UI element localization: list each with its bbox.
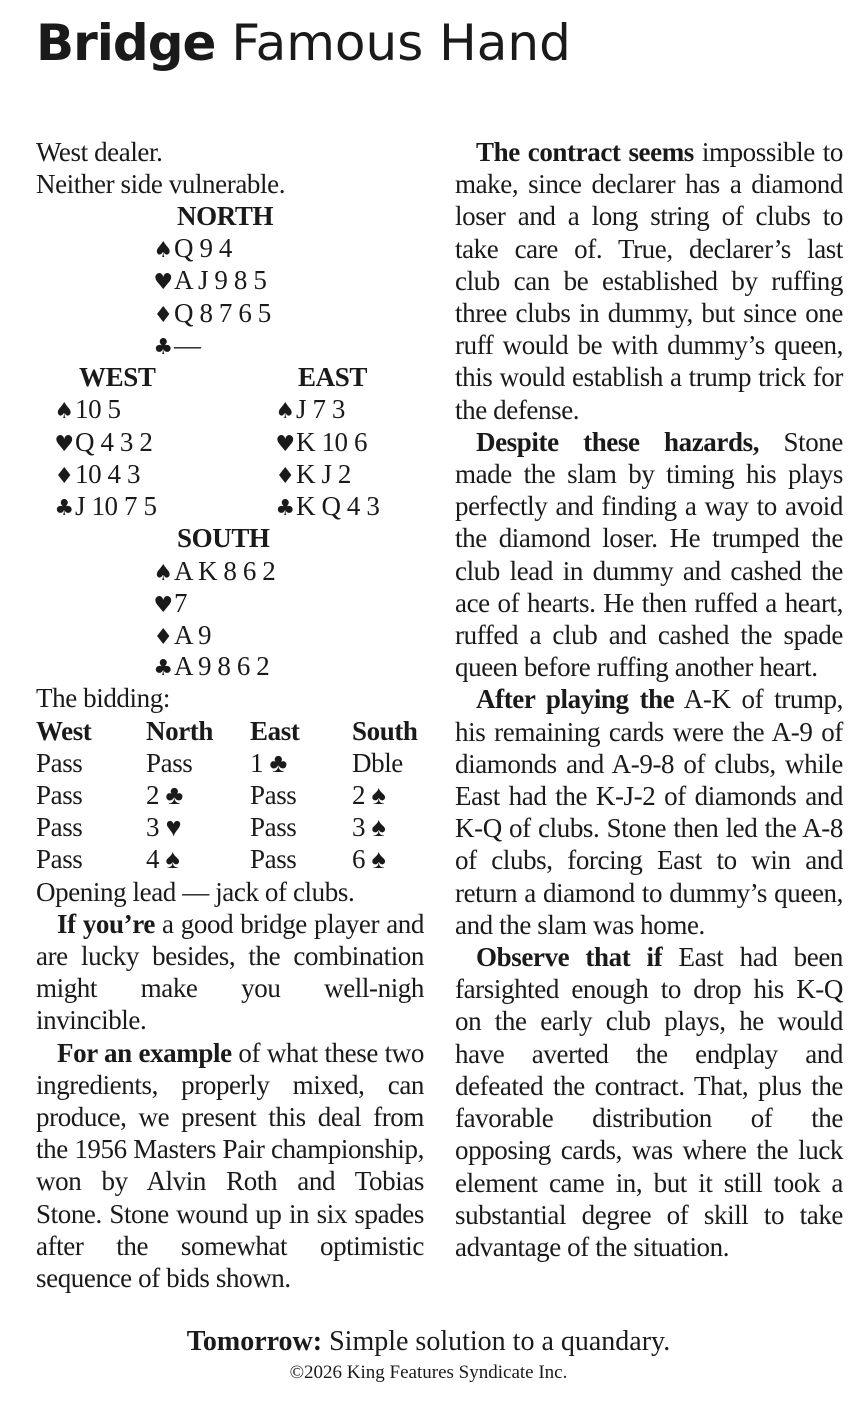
paragraph-lead: The contract seems	[476, 137, 694, 167]
copyright: ©2026 King Features Syndicate Inc.	[289, 1362, 568, 1383]
west-label: WEST	[79, 362, 156, 393]
east-spades: ♠J 7 3	[274, 393, 345, 428]
deal-diagram	[36, 200, 424, 650]
club-icon: ♣	[153, 656, 173, 682]
heart-icon: ♥	[153, 270, 173, 296]
paragraph-text: a good bridge player and are lucky besides, the combination might make you well-nigh invincible.	[36, 908, 424, 1036]
north-hearts: ♥A J 9 8 5	[152, 264, 266, 299]
bid-cell: Pass	[250, 844, 297, 875]
west-spades: ♠10 5	[53, 393, 121, 428]
article-paragraph	[455, 426, 843, 684]
paragraph-lead: If you’re	[57, 908, 155, 939]
vulnerability-line: Neither side vulnerable.	[36, 169, 286, 200]
bid-cell: Pass	[36, 812, 83, 843]
heart-icon: ♥	[275, 432, 295, 458]
opening-lead: Opening lead — jack of clubs.	[36, 876, 355, 907]
north-label: NORTH	[177, 201, 274, 232]
heart-icon: ♥	[54, 432, 74, 458]
column-header	[36, 14, 571, 84]
east-diamonds: ♦K J 2	[274, 458, 351, 493]
table-row	[36, 843, 424, 875]
bid-cell: 2 ♣	[146, 780, 183, 811]
diamond-icon: ♦	[153, 625, 173, 651]
paragraph-lead: After playing the	[476, 684, 675, 715]
spade-icon: ♠	[54, 399, 74, 425]
bidding-header: West	[36, 715, 92, 746]
article-paragraph	[455, 136, 843, 426]
diamond-icon: ♦	[275, 464, 295, 490]
right-column	[455, 136, 843, 1263]
title-famous-hand: Famous Hand	[231, 14, 571, 72]
east-clubs: ♣K Q 4 3	[274, 490, 379, 525]
bid-cell: 1 ♣	[250, 747, 287, 778]
article-paragraph	[36, 908, 424, 1037]
north-diamonds: ♦Q 8 7 6 5	[152, 297, 271, 332]
bidding-header: North	[146, 715, 213, 746]
east-label: EAST	[298, 362, 367, 393]
diamond-icon: ♦	[153, 303, 173, 329]
tomorrow-text: Simple solution to a quandary.	[322, 1326, 671, 1357]
spade-icon: ♠	[275, 399, 295, 425]
south-hearts: ♥7	[152, 587, 187, 622]
bid-cell: 6 ♠	[352, 844, 386, 875]
article-paragraph	[455, 941, 843, 1263]
table-row	[36, 811, 424, 843]
bid-cell: Pass	[146, 747, 193, 778]
paragraph-lead: Observe that if	[476, 942, 663, 973]
bidding-title: The bidding:	[36, 683, 170, 714]
north-spades: ♠Q 9 4	[152, 232, 232, 267]
table-row	[36, 779, 424, 811]
south-spades: ♠A K 8 6 2	[152, 555, 275, 590]
paragraph-text: East had been farsighted enough to drop his K-Q on the early club plays, he would have averted the endplay and defeated the contract. That, plus the favorable distribution of the opposing cards, was where the luck element came in, but it still took a substantial degree of skill to take advantage of the situation.	[455, 942, 843, 1262]
diamond-icon: ♦	[54, 464, 74, 490]
north-clubs: ♣—	[152, 329, 201, 364]
paragraph-text: of what these two ingredients, properly mixed, can produce, we present this deal from the 1956 Masters Pair championship, won by Alvin Roth and Tobias Stone. Stone wound up in six spades after the somewhat optimistic sequence of bids shown.	[36, 1037, 424, 1294]
bid-cell: Pass	[250, 812, 297, 843]
paragraph-text: impossible to make, since declarer has a diamond loser and a long string of clubs to take care of. True, declarer’s last club can be established by ruffing three clubs in dummy, but since one ruff would be with dummy’s queen, this would establish a trump trick for the defense.	[455, 137, 844, 425]
footer	[0, 1326, 857, 1384]
bid-cell: 4 ♠	[146, 844, 180, 875]
article-paragraph	[36, 1037, 424, 1295]
bid-cell: Pass	[36, 844, 83, 875]
club-icon: ♣	[275, 496, 295, 522]
east-hearts: ♥K 10 6	[274, 426, 367, 461]
west-diamonds: ♦10 4 3	[53, 458, 140, 493]
bid-cell: 2 ♠	[352, 780, 386, 811]
bid-cell: 3 ♥	[146, 812, 182, 843]
west-hearts: ♥Q 4 3 2	[53, 426, 152, 461]
south-clubs: ♣A 9 8 6 2	[152, 650, 269, 685]
paragraph-lead: Despite these hazards,	[476, 426, 760, 457]
bidding-header: East	[250, 715, 300, 746]
paragraph-text: A-K of trump, his remaining cards were the A-9 of diamonds and A-9-8 of clubs, while East had the K-J-2 of diamonds and K-Q of clubs. Stone then led the A-8 of clubs, forcing East to win and return a diamond to dummy’s queen, and the slam was home.	[455, 684, 843, 940]
left-column	[36, 136, 424, 1294]
club-icon: ♣	[54, 496, 74, 522]
south-diamonds: ♦A 9	[152, 619, 211, 654]
tomorrow-lead: Tomorrow:	[186, 1326, 323, 1357]
bidding-table	[36, 715, 424, 876]
paragraph-text: Stone made the slam by timing his plays perfectly and finding a way to avoid the diamond loser. He trumped the club lead in dummy and cashed the ace of hearts. He then ruffed a heart, ruffed a club and cashed the spade queen before ruffing another heart.	[455, 426, 843, 683]
article-paragraph	[455, 683, 843, 941]
title-bridge: Bridge	[36, 14, 216, 72]
bidding-header: South	[352, 715, 418, 746]
bid-cell: Dble	[352, 747, 403, 778]
south-label: SOUTH	[177, 523, 270, 554]
heart-icon: ♥	[153, 593, 173, 619]
table-row	[36, 747, 424, 779]
bidding-header-row	[36, 715, 424, 747]
spade-icon: ♠	[153, 238, 173, 264]
spade-icon: ♠	[153, 561, 173, 587]
bid-cell: Pass	[36, 780, 83, 811]
paragraph-lead: For an example	[57, 1037, 232, 1068]
bid-cell: 3 ♠	[352, 812, 386, 843]
west-clubs: ♣J 10 7 5	[53, 490, 157, 525]
tomorrow-teaser	[0, 1326, 857, 1358]
dealer-line: West dealer.	[36, 137, 163, 167]
bid-cell: Pass	[250, 780, 297, 811]
south-clubs-row	[36, 650, 424, 682]
bid-cell: Pass	[36, 747, 83, 778]
club-icon: ♣	[153, 335, 173, 361]
